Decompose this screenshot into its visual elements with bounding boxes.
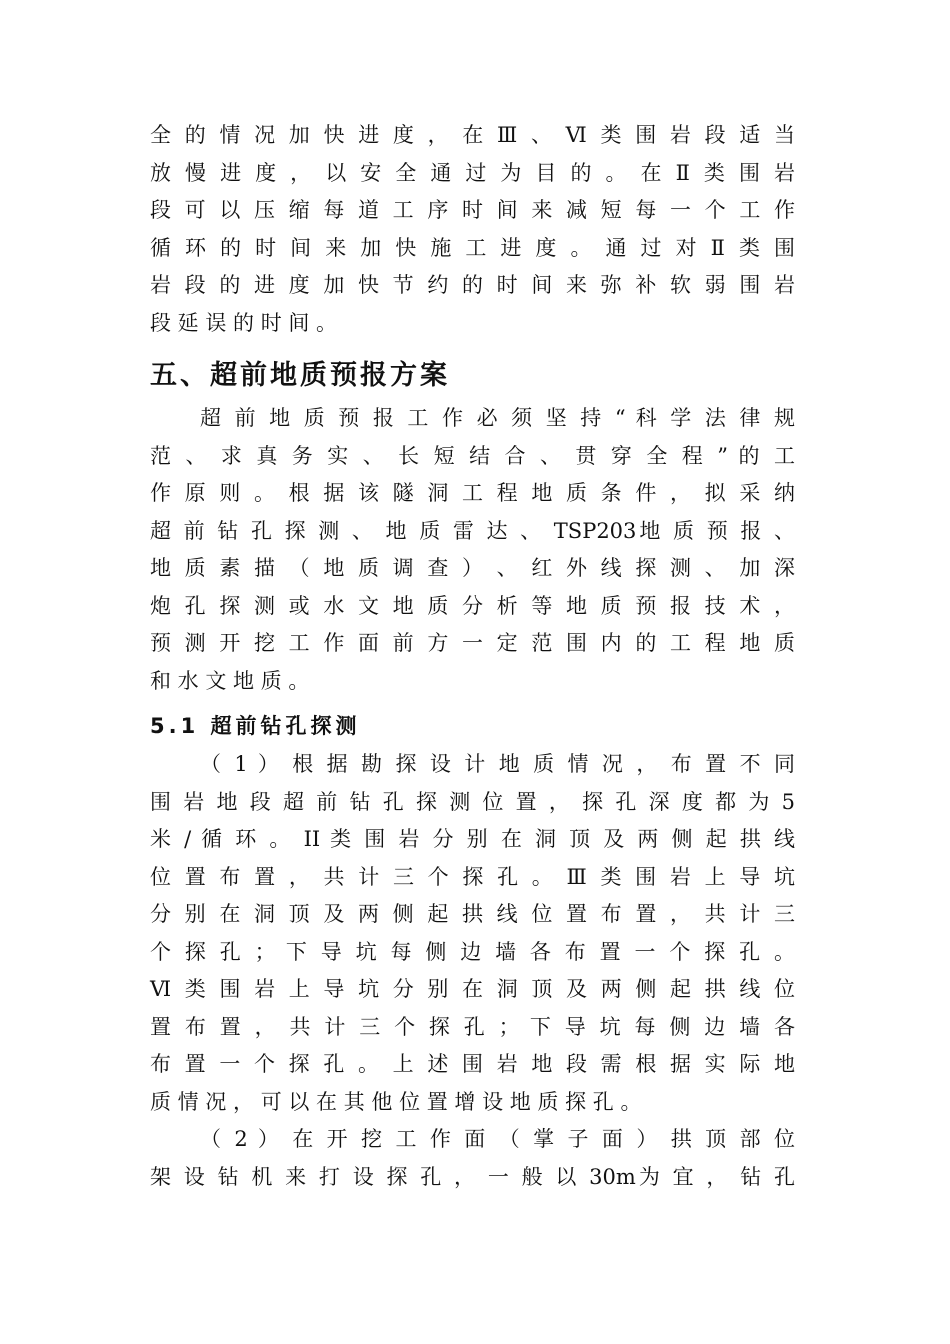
- text-line: 布 置 一 个 探 孔 。 上 述 围 岩 地 段 需 根 据 实 际 地: [150, 1052, 795, 1076]
- text-line: 围 岩 地 段 超 前 钻 孔 探 测 位 置 ， 探 孔 深 度 都 为 5: [150, 789, 795, 814]
- text-line: Ⅵ 类 围 岩 上 导 坑 分 别 在 洞 顶 及 两 侧 起 拱 线 位: [150, 977, 795, 1001]
- text-line: 炮 孔 探 测 或 水 文 地 质 分 析 等 地 质 预 报 技 术 ，: [150, 593, 795, 618]
- text-line: 置 布 置 ， 共 计 三 个 探 孔 ； 下 导 坑 每 侧 边 墙 各: [150, 1014, 795, 1039]
- section-5-1-item-2: [150, 1121, 795, 1196]
- section-5-1-item-1: [150, 746, 795, 1121]
- text-line: （ 2 ） 在 开 挖 工 作 面 （ 掌 子 面 ） 拱 顶 部 位: [200, 1127, 795, 1151]
- document-page: [150, 117, 795, 1196]
- text-line: （ 1 ） 根 据 勘 探 设 计 地 质 情 况 ， 布 置 不 同: [200, 752, 795, 776]
- text-line: 质 情 况 ， 可 以 在 其 他 位 置 增 设 地 质 探 孔 。: [150, 1089, 642, 1114]
- text-line: 段 可 以 压 缩 每 道 工 序 时 间 来 减 短 每 一 个 工 作: [150, 198, 795, 222]
- section-5-1-heading: 5.1 超前钻孔探测: [150, 714, 361, 738]
- text-line: 地 质 素 描 （ 地 质 调 查 ） 、 红 外 线 探 测 、 加 深: [150, 556, 795, 580]
- text-line: 分 别 在 洞 顶 及 两 侧 起 拱 线 位 置 布 置 ， 共 计 三: [150, 902, 795, 926]
- paragraph-intro: [150, 117, 795, 342]
- text-line: 超 前 地 质 预 报 工 作 必 须 坚 持 “ 科 学 法 律 规: [200, 406, 795, 430]
- text-line: 放 慢 进 度 ， 以 安 全 通 过 为 目 的 。 在 Ⅱ 类 围 岩: [150, 160, 795, 185]
- text-line: 架 设 钻 机 来 打 设 探 孔 ， 一 般 以 30m为 宜 ， 钻 孔: [150, 1164, 795, 1189]
- section-5-paragraph: [150, 400, 795, 700]
- section-5-heading: 五、超前地质预报方案: [150, 360, 450, 391]
- text-line: 循 环 的 时 间 来 加 快 施 工 进 度 。 通 过 对 Ⅱ 类 围: [150, 235, 795, 260]
- text-line: 米 / 循 环 。 II 类 围 岩 分 别 在 洞 顶 及 两 侧 起 拱 线: [150, 827, 795, 851]
- text-line: 范 、 求 真 务 实 、 长 短 结 合 、 贯 穿 全 程 ” 的 工: [150, 443, 795, 468]
- text-line: 作 原 则 。 根 据 该 隧 洞 工 程 地 质 条 件 ， 拟 采 纳: [150, 481, 795, 505]
- text-line: 超 前 钻 孔 探 测 、 地 质 雷 达 、 TSP203地 质 预 报 、: [150, 518, 795, 543]
- text-line: 预 测 开 挖 工 作 面 前 方 一 定 范 围 内 的 工 程 地 质: [150, 631, 795, 655]
- text-line: 位 置 布 置 ， 共 计 三 个 探 孔 。 Ⅲ 类 围 岩 上 导 坑: [150, 864, 795, 889]
- text-line: 岩 段 的 进 度 加 快 节 约 的 时 间 来 弥 补 软 弱 围 岩: [150, 273, 795, 297]
- text-line: 全 的 情 况 加 快 进 度 ， 在 Ⅲ 、 Ⅵ 类 围 岩 段 适 当: [150, 123, 795, 147]
- text-line: 和 水 文 地 质 。: [150, 668, 310, 693]
- text-line: 段 延 误 的 时 间 。: [150, 310, 338, 335]
- text-line: 个 探 孔 ； 下 导 坑 每 侧 边 墙 各 布 置 一 个 探 孔 。: [150, 939, 795, 964]
